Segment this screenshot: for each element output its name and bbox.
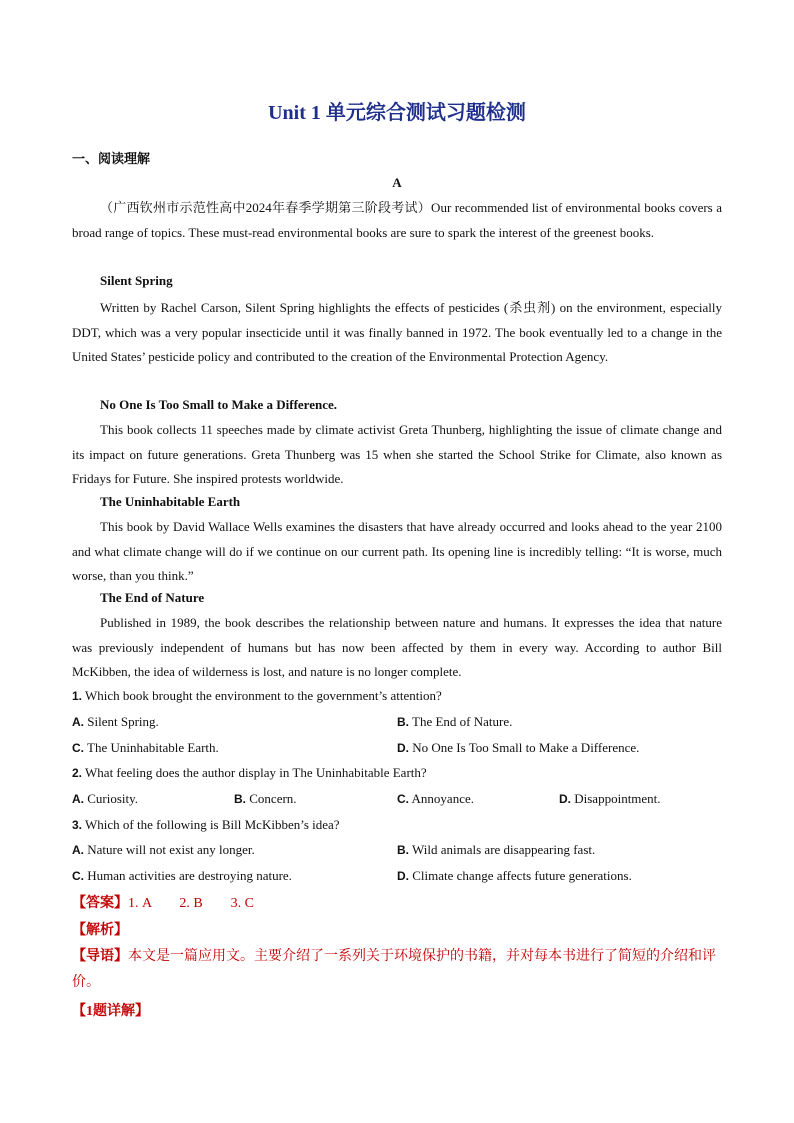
book-title: The Uninhabitable Earth	[100, 494, 241, 509]
option	[72, 740, 219, 756]
option	[72, 842, 255, 858]
option	[72, 868, 292, 884]
option-text: The Uninhabitable Earth.	[87, 740, 219, 755]
option-letter: B.	[234, 792, 246, 806]
option	[72, 791, 138, 807]
option-text: The End of Nature.	[412, 714, 513, 729]
book-title: Silent Spring	[100, 273, 173, 288]
guide-paragraph	[72, 944, 722, 996]
answer-line	[72, 892, 254, 912]
option-letter: D.	[397, 741, 409, 755]
question-number: 2.	[72, 766, 83, 780]
option	[397, 791, 474, 807]
detail-label	[72, 1000, 149, 1020]
option	[234, 791, 297, 807]
question-number: 3.	[72, 818, 83, 832]
passage-label: A	[392, 175, 402, 190]
option-letter: A.	[72, 792, 84, 806]
option	[397, 740, 639, 756]
question	[72, 765, 427, 781]
option-text: Annoyance.	[411, 791, 474, 806]
option-letter: D.	[397, 869, 409, 883]
option-letter: C.	[397, 792, 409, 806]
answer-label: 【答案】	[72, 896, 128, 911]
option-letter: A.	[72, 715, 84, 729]
option-text: Silent Spring.	[87, 714, 159, 729]
option-text: Wild animals are disappearing fast.	[412, 842, 596, 857]
option-text: Curiosity.	[87, 791, 139, 806]
option-letter: A.	[72, 843, 84, 857]
option-letter: C.	[72, 869, 84, 883]
option-text: No One Is Too Small to Make a Difference.	[412, 740, 640, 755]
analysis-label-text: 【解析】	[72, 923, 128, 938]
guide-label: 【导语】	[72, 949, 128, 964]
book-description: This book by David Wallace Wells examines the disasters that have already occurred and looks ahead to the year 2100 and what climate change will do if we continue on our current path. Its opening line is incredibly telling: “It is worse, much worse, than you think.”	[72, 519, 722, 583]
option-text: Human activities are destroying nature.	[87, 868, 292, 883]
section-heading: 一、阅读理解	[72, 151, 151, 166]
detail-label-text: 【1题详解】	[72, 1004, 149, 1019]
analysis-label	[72, 919, 128, 939]
page-title: Unit 1 单元综合测试习题检测	[268, 102, 526, 124]
option-letter: D.	[559, 792, 571, 806]
question-text: Which of the following is Bill McKibben’s idea?	[85, 817, 340, 832]
question	[72, 817, 340, 833]
option-text: Concern.	[249, 791, 297, 806]
option	[397, 714, 512, 730]
option-text: Disappointment.	[574, 791, 661, 806]
book-description: This book collects 11 speeches made by climate activist Greta Thunberg, highlighting the issue of climate change and its impact on future generations. Greta Thunberg was 15 when she started the School Strike for Climate, also known as Fridays for Future. She inspired protests worldwide.	[72, 422, 722, 486]
option	[397, 868, 632, 884]
option-letter: B.	[397, 715, 409, 729]
option-letter: B.	[397, 843, 409, 857]
question-text: What feeling does the author display in The Uninhabitable Earth?	[85, 765, 427, 780]
answer-text: 1. A 2. B 3. C	[128, 896, 255, 911]
question	[72, 688, 442, 704]
question-text: Which book brought the environment to the government’s attention?	[85, 688, 442, 703]
book-description: Written by Rachel Carson, Silent Spring highlights the effects of pesticides (杀虫剂) on the environment, especially DDT, which was a very popular insecticide until it was finally banned in 1972. The book eventually led to a change in the United States’ pesticide policy and contributed to the creation of the Environmental Protection Agency.	[72, 300, 722, 364]
guide-text: 本文是一篇应用文。主要介绍了一系列关于环境保护的书籍，并对每本书进行了简短的介绍和评价。	[72, 949, 716, 990]
option-text: Nature will not exist any longer.	[87, 842, 255, 857]
intro-paragraph: （广西钦州市示范性高中2024年春季学期第三阶段考试）Our recommended list of environmental books covers a broad range of topics. These must-read environmental books are sure to spark the interest of the greenest books.	[72, 200, 722, 240]
book-title: The End of Nature	[100, 590, 205, 605]
option	[72, 714, 159, 730]
option	[397, 842, 595, 858]
question-number: 1.	[72, 689, 83, 703]
book-description: Published in 1989, the book describes the relationship between nature and humans. It expresses the idea that nature was previously independent of humans but has now been affected by them in every way. According to author Bill McKibben, the idea of wilderness is lost, and nature is no longer complete.	[72, 615, 722, 679]
book-title: No One Is Too Small to Make a Difference.	[100, 397, 337, 412]
option	[559, 791, 661, 807]
option-text: Climate change affects future generations.	[412, 868, 632, 883]
option-letter: C.	[72, 741, 84, 755]
